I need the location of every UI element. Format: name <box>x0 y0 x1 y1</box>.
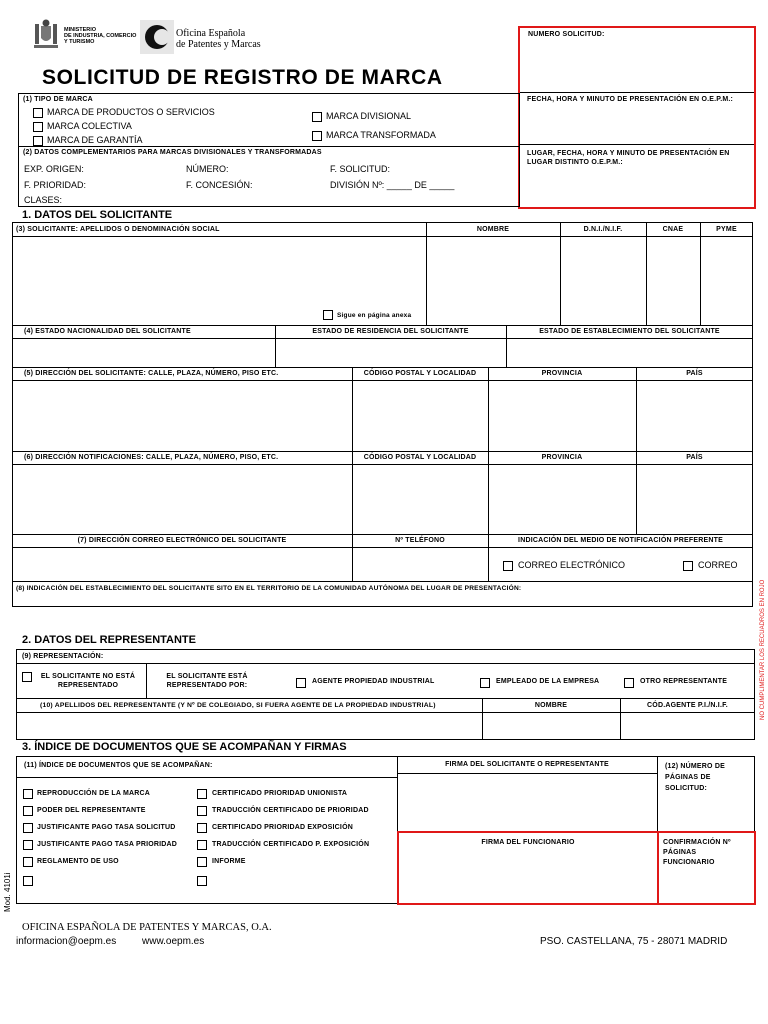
checkbox-otro-doc-left[interactable] <box>23 876 33 886</box>
doc-informe: INFORME <box>212 858 246 865</box>
office-name: Oficina Española de Patentes y Marcas <box>176 28 261 50</box>
num-paginas-label: (12) NÚMERO DE PÁGINAS DE SOLICITUD: <box>665 763 725 792</box>
checkbox-cert-exposicion[interactable] <box>197 823 207 833</box>
checkbox-otro-doc-right[interactable] <box>197 876 207 886</box>
checkbox-reproduccion-marca[interactable] <box>23 789 33 799</box>
sigue-anexa-label: Sigue en página anexa <box>337 312 412 319</box>
f-concesion-label: F. CONCESIÓN: <box>186 180 253 190</box>
official-use-box <box>518 26 756 209</box>
checkbox-empleado[interactable] <box>480 678 490 688</box>
otro-representante-label: OTRO REPRESENTANTE <box>640 678 728 685</box>
cnae-label: CNAE <box>662 226 684 233</box>
clases-label: CLASES: <box>24 195 63 205</box>
f-prioridad-label: F. PRIORIDAD: <box>24 180 87 190</box>
establecimiento-label: ESTADO DE ESTABLECIMIENTO DEL SOLICITANTE <box>539 328 720 335</box>
confirmacion-label: CONFIRMACIÓN Nº PÁGINAS FUNCIONARIO <box>663 839 731 866</box>
marca-divisional-label: MARCA DIVISIONAL <box>326 111 412 121</box>
footer-web[interactable]: www.oepm.es <box>142 936 205 947</box>
f-solicitud-label: F. SOLICITUD: <box>330 164 391 174</box>
doc-cert-exposicion: CERTIFICADO PRIORIDAD EXPOSICIÓN <box>212 824 353 831</box>
pyme-label: PYME <box>716 226 737 233</box>
checkbox-informe[interactable] <box>197 857 207 867</box>
indicacion-establecimiento-label: (8) INDICACIÓN DEL ESTABLECIMIENTO DEL SOLICITANTE SITO EN EL TERRITORIO DE LA COMUNIDAD AUTÓNOMA DEL LUGAR DE PRESENTACIÓN: <box>16 585 522 592</box>
correo-postal-label: CORREO <box>698 560 738 570</box>
solicitante-label: (3) SOLICITANTE: APELLIDOS O DENOMINACIÓN SOCIAL <box>16 226 220 233</box>
empleado-label: EMPLEADO DE LA EMPRESA <box>496 678 600 685</box>
representado-label: EL SOLICITANTE ESTÁ REPRESENTADO POR: <box>166 673 248 689</box>
checkbox-marca-garantia[interactable] <box>33 136 43 146</box>
footer-email[interactable]: informacion@oepm.es <box>16 936 117 947</box>
marca-garantia-label: MARCA DE GARANTÍA <box>47 135 143 145</box>
doc-tasa-solicitud: JUSTIFICANTE PAGO TASA SOLICITUD <box>37 824 176 831</box>
doc-poder-representante: PODER DEL REPRESENTANTE <box>37 807 146 814</box>
marca-transformada-label: MARCA TRANSFORMADA <box>326 130 436 140</box>
complementarios-label: (2) DATOS COMPLEMENTARIOS PARA MARCAS DIVISIONALES Y TRANSFORMADAS <box>23 149 322 156</box>
checkbox-trad-cert-prioridad[interactable] <box>197 806 207 816</box>
nacionalidad-label: (4) ESTADO NACIONALIDAD DEL SOLICITANTE <box>24 328 191 335</box>
cp-label: CÓDIGO POSTAL Y LOCALIDAD <box>363 370 477 377</box>
checkbox-marca-transformada[interactable] <box>312 131 322 141</box>
solicitante-grid <box>12 222 753 607</box>
ministry-name: MINISTERIO DE INDUSTRIA, COMERCIO Y TURISMO <box>64 27 137 45</box>
model-number: Mod. 4101i <box>3 872 12 912</box>
checkbox-poder-representante[interactable] <box>23 806 33 816</box>
checkbox-reglamento-uso[interactable] <box>23 857 33 867</box>
dni-label: D.N.I./N.I.F. <box>583 226 623 233</box>
cod-agente-label: CÓD.AGENTE P.I./N.I.F. <box>647 702 728 709</box>
marca-colectiva-label: MARCA COLECTIVA <box>47 121 132 131</box>
pais-notif-label: PAÍS <box>686 454 703 461</box>
firma-funcionario-label: FIRMA DEL FUNCIONARIO <box>481 839 575 846</box>
section-1-title: 1. DATOS DEL SOLICITANTE <box>22 209 173 221</box>
checkbox-marca-divisional[interactable] <box>312 112 322 122</box>
checkbox-sigue-anexa[interactable] <box>323 310 333 320</box>
exp-origen-label: EXP. ORIGEN: <box>24 164 84 174</box>
division-label: DIVISIÓN Nº: _____ DE _____ <box>330 180 455 190</box>
footer-address: PSO. CASTELLANA, 75 - 28071 MADRID <box>540 936 728 947</box>
notificaciones-label: (6) DIRECCIÓN NOTIFICACIONES: CALLE, PLAZA, NÚMERO, PISO, ETC. <box>24 454 279 461</box>
direccion-label: (5) DIRECCIÓN DEL SOLICITANTE: CALLE, PLAZA, NÚMERO, PISO ETC. <box>24 370 279 377</box>
medio-notificacion-label: INDICACIÓN DEL MEDIO DE NOTIFICACIÓN PREFERENTE <box>518 537 723 544</box>
indice-label: (11) ÍNDICE DE DOCUMENTOS QUE SE ACOMPAÑAN: <box>24 762 213 769</box>
fecha-presentacion-label: FECHA, HORA Y MINUTO DE PRESENTACIÓN EN O.E.P.M.: <box>527 96 734 103</box>
cp-notif-label: CÓDIGO POSTAL Y LOCALIDAD <box>363 454 477 461</box>
agente-label: AGENTE PROPIEDAD INDUSTRIAL <box>312 678 435 685</box>
telefono-label: Nº TELÉFONO <box>395 537 445 544</box>
oepm-logo <box>140 20 174 54</box>
nombre-label: NOMBRE <box>476 226 510 233</box>
correo-label: (7) DIRECCIÓN CORREO ELECTRÓNICO DEL SOLICITANTE <box>77 537 287 544</box>
no-representado-label: EL SOLICITANTE NO ESTÁ REPRESENTADO <box>40 673 136 689</box>
numero-solicitud-label: NUMERO SOLICITUD: <box>528 31 605 38</box>
checkbox-otro-representante[interactable] <box>624 678 634 688</box>
pais-label: PAÍS <box>686 370 703 377</box>
checkbox-trad-cert-exposicion[interactable] <box>197 840 207 850</box>
section-3-title: 3. ÍNDICE DE DOCUMENTOS QUE SE ACOMPAÑAN Y FIRMAS <box>22 741 347 753</box>
page-title: SOLICITUD DE REGISTRO DE MARCA <box>42 66 443 89</box>
apellidos-representante-label: (10) APELLIDOS DEL REPRESENTANTE (Y Nº DE COLEGIADO, SI FUERA AGENTE DE LA PROPIEDAD INDUSTRIAL) <box>40 702 436 709</box>
footer-oficina: OFICINA ESPAÑOLA DE PATENTES Y MARCAS, O.A. <box>22 922 272 933</box>
checkbox-correo-electronico[interactable] <box>503 561 513 571</box>
representacion-label: (9) REPRESENTACIÓN: <box>22 653 104 660</box>
doc-cert-unionista: CERTIFICADO PRIORIDAD UNIONISTA <box>212 790 348 797</box>
checkbox-tasa-prioridad[interactable] <box>23 840 33 850</box>
checkbox-agente[interactable] <box>296 678 306 688</box>
side-note: NO CUMPLIMENTAR LOS RECUADROS EN ROJO <box>760 579 766 720</box>
tipo-marca-label: (1) TIPO DE MARCA <box>23 96 93 103</box>
doc-trad-cert-prioridad: TRADUCCIÓN CERTIFICADO DE PRIORIDAD <box>212 807 369 814</box>
checkbox-marca-colectiva[interactable] <box>33 122 43 132</box>
firma-solicitante-label: FIRMA DEL SOLICITANTE O REPRESENTANTE <box>445 761 609 768</box>
doc-reproduccion-marca: REPRODUCCIÓN DE LA MARCA <box>37 790 151 797</box>
section-2-title: 2. DATOS DEL REPRESENTANTE <box>22 634 196 646</box>
correo-electronico-label: CORREO ELECTRÓNICO <box>518 560 626 570</box>
nombre-representante-label: NOMBRE <box>534 702 568 709</box>
doc-tasa-prioridad: JUSTIFICANTE PAGO TASA PRIORIDAD <box>37 841 178 848</box>
doc-trad-cert-exposicion: TRADUCCIÓN CERTIFICADO P. EXPOSICIÓN <box>212 841 370 848</box>
checkbox-tasa-solicitud[interactable] <box>23 823 33 833</box>
checkbox-correo-postal[interactable] <box>683 561 693 571</box>
checkbox-marca-productos[interactable] <box>33 108 43 118</box>
coat-of-arms-logo <box>32 18 60 50</box>
checkbox-cert-unionista[interactable] <box>197 789 207 799</box>
doc-reglamento-uso: REGLAMENTO DE USO <box>37 858 119 865</box>
marca-productos-label: MARCA DE PRODUCTOS O SERVICIOS <box>47 107 215 117</box>
lugar-presentacion-label: LUGAR, FECHA, HORA Y MINUTO DE PRESENTACIÓN EN LUGAR DISTINTO O.E.P.M.: <box>527 150 730 166</box>
provincia-label: PROVINCIA <box>541 370 583 377</box>
residencia-label: ESTADO DE RESIDENCIA DEL SOLICITANTE <box>312 328 469 335</box>
provincia-notif-label: PROVINCIA <box>541 454 583 461</box>
numero-label: NÚMERO: <box>186 164 229 174</box>
